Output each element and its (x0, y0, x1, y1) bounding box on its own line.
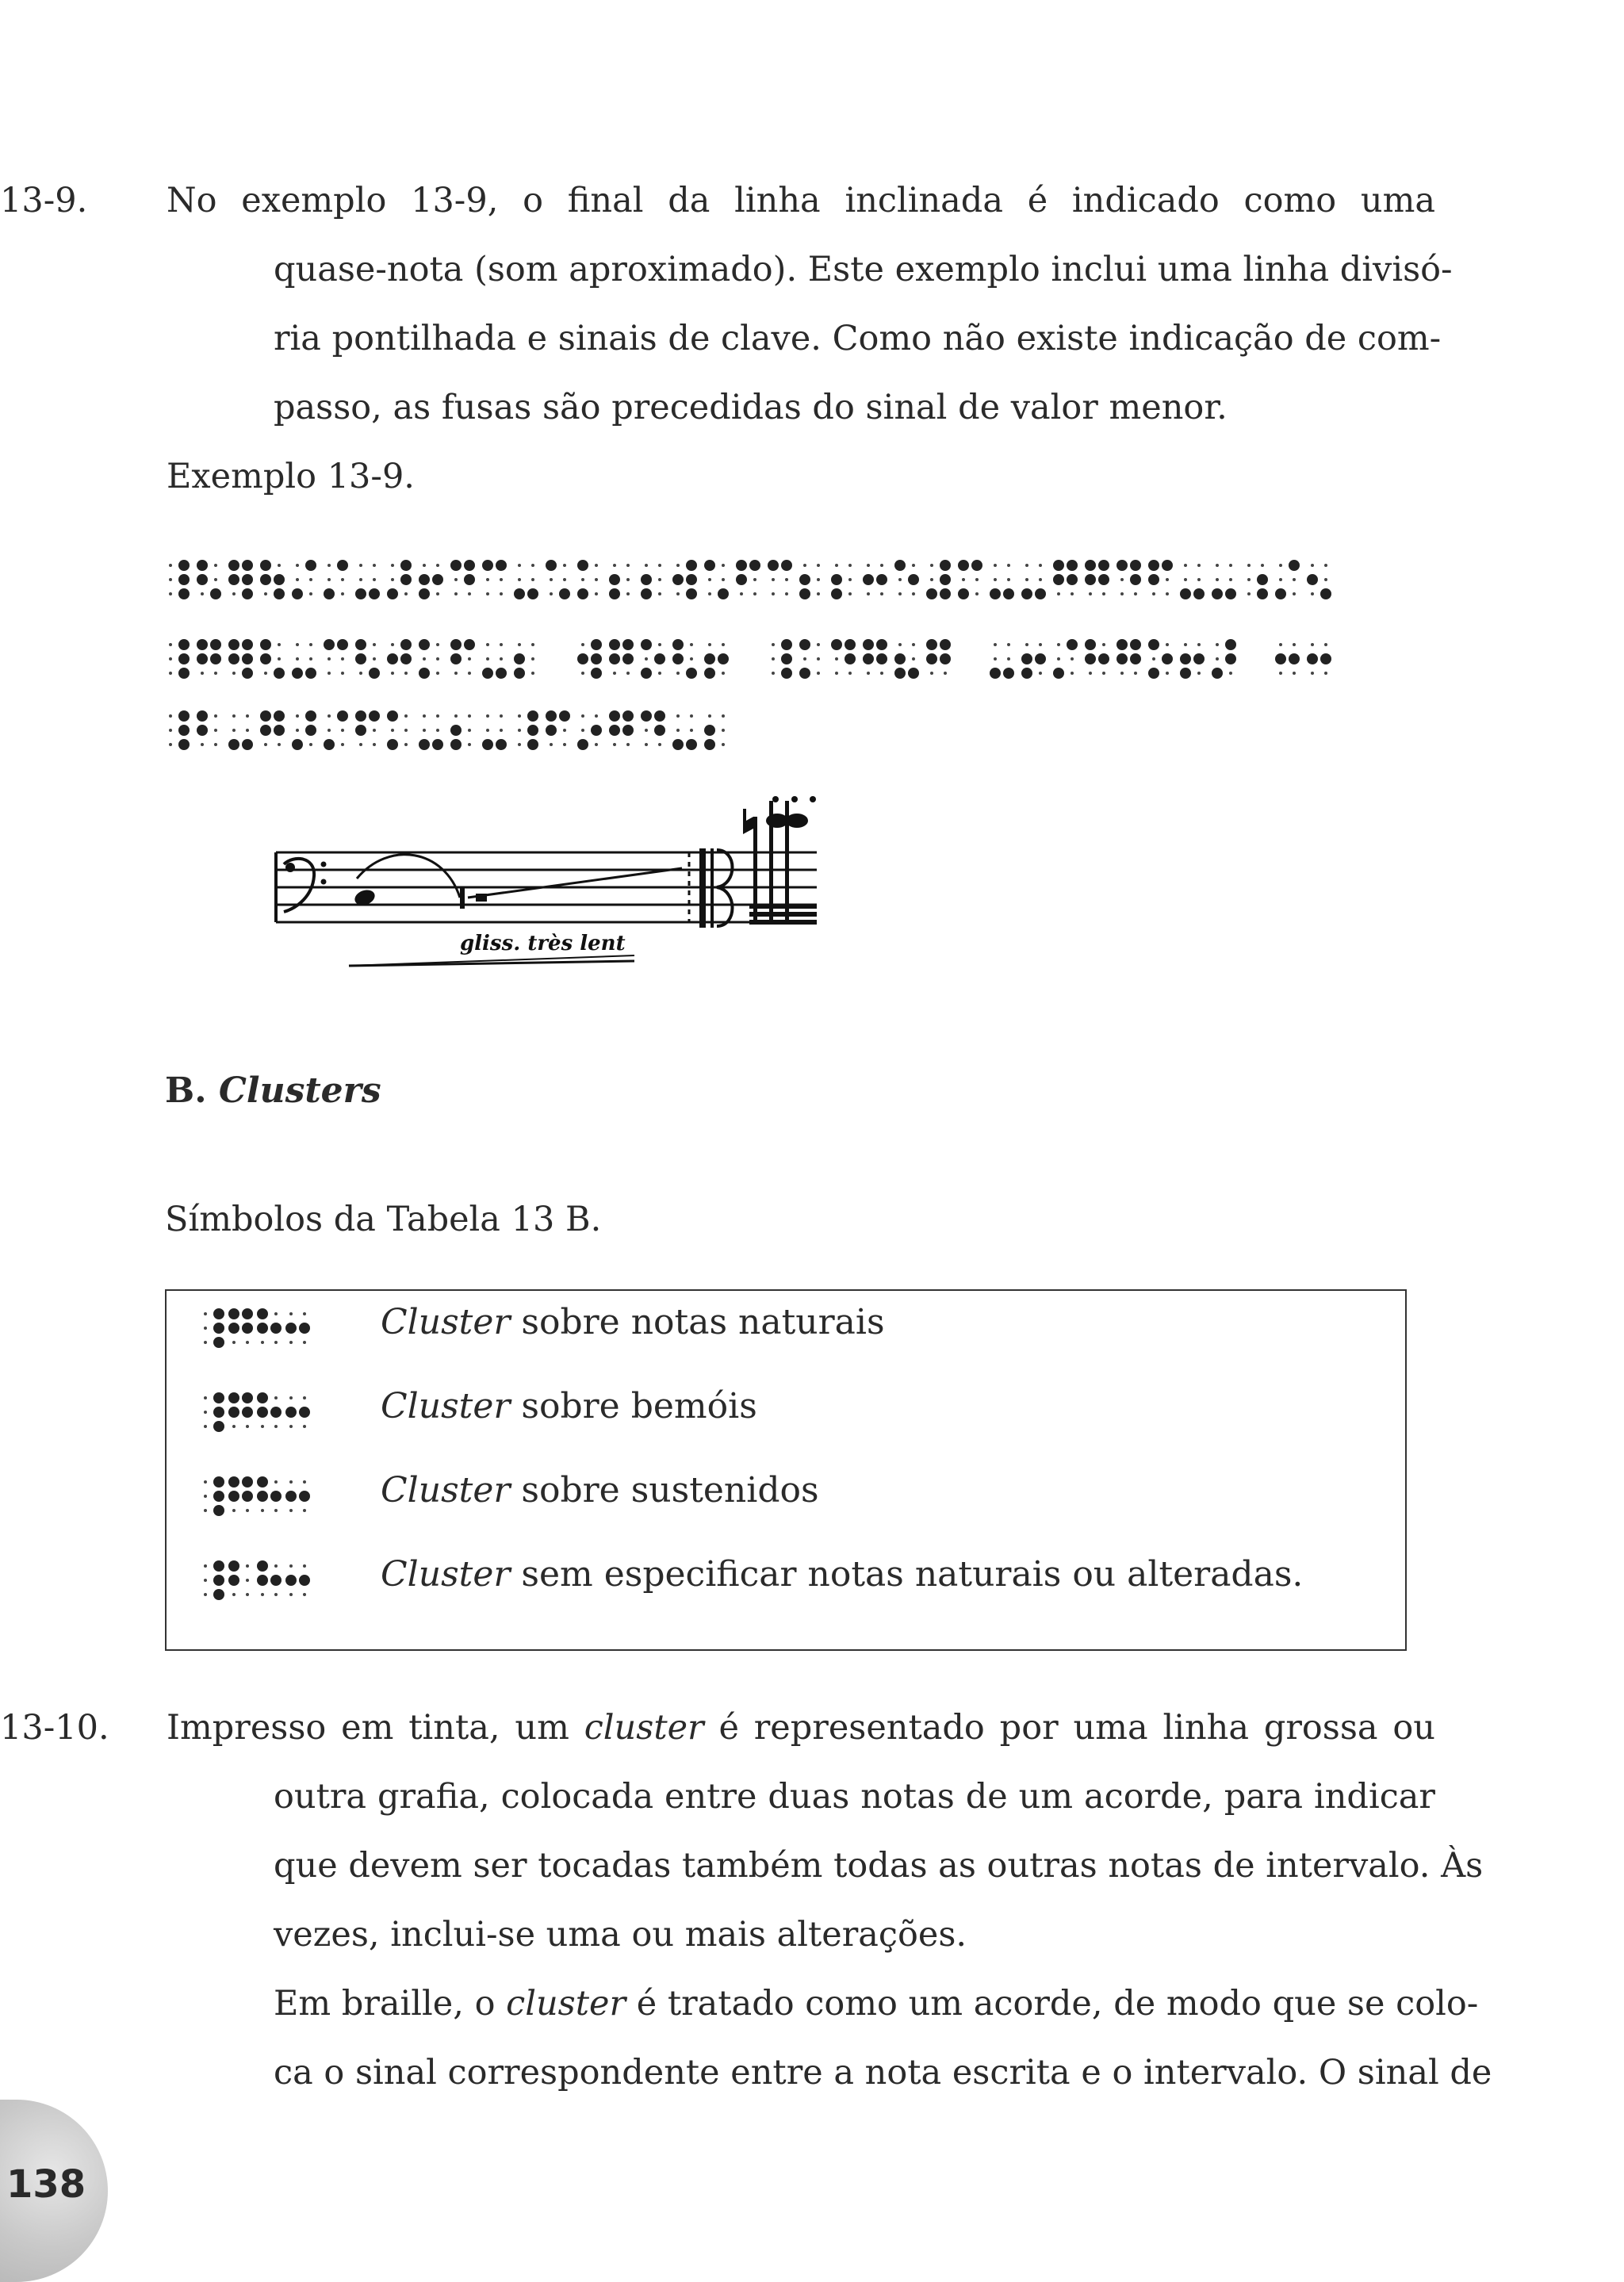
braille-cell (831, 639, 850, 679)
braille-cell (355, 639, 374, 679)
braille-cell (324, 639, 343, 679)
braille-cell (1275, 639, 1294, 679)
braille-cell (324, 560, 343, 599)
term: Cluster (381, 1554, 511, 1595)
braille-cell (200, 1392, 219, 1432)
braille-cell (1212, 560, 1231, 599)
braille-cell (577, 639, 596, 679)
braille-cell (736, 560, 755, 599)
paragraph-13-10 (0, 1694, 1492, 2108)
braille-cell (197, 560, 216, 599)
braille-cell (1053, 560, 1072, 599)
braille-cell (165, 560, 184, 599)
braille-cell (419, 710, 438, 750)
braille-cell (577, 710, 596, 750)
braille-cell (228, 1476, 247, 1516)
term: Cluster (381, 1302, 511, 1342)
braille-cell (260, 639, 279, 679)
braille-cell (482, 560, 501, 599)
braille-cell (257, 1476, 276, 1516)
braille-cell (228, 639, 247, 679)
braille-cell (926, 560, 945, 599)
text-line: outra grafia, colocada entre duas notas de um acorde, para indicar (274, 1777, 1435, 1817)
braille-cell (324, 710, 343, 750)
braille-cell (419, 639, 438, 679)
music-example (262, 785, 833, 975)
braille-cell (387, 639, 406, 679)
braille-cell (672, 639, 691, 679)
braille-symbol (200, 1308, 327, 1356)
braille-cell (387, 560, 406, 599)
table-row (167, 1381, 1405, 1465)
braille-cell (1116, 560, 1136, 599)
braille-cell (641, 710, 660, 750)
braille-cell (292, 710, 311, 750)
table-row (167, 1297, 1405, 1381)
braille-cell (419, 560, 438, 599)
braille-cell (768, 560, 787, 599)
braille-cell (1307, 639, 1326, 679)
braille-cell (577, 560, 596, 599)
braille-cell (482, 639, 501, 679)
braille-cell (1180, 639, 1199, 679)
text-line: quase-nota (som aproximado). Este exemplo inclui uma linha divisó- (274, 250, 1453, 289)
braille-cell (165, 710, 184, 750)
braille-cell (1148, 639, 1167, 679)
braille-line (165, 639, 1434, 695)
braille-symbol (200, 1392, 327, 1440)
braille-cell (609, 639, 628, 679)
braille-cell (641, 560, 660, 599)
braille-cell (1085, 560, 1104, 599)
braille-cell (704, 710, 723, 750)
braille-cell (1180, 560, 1199, 599)
braille-cell (831, 560, 850, 599)
braille-cell (1243, 560, 1262, 599)
paragraph-number: 13-9. (0, 181, 88, 220)
braille-cell (355, 710, 374, 750)
braille-cell (958, 560, 977, 599)
braille-cell (768, 639, 787, 679)
braille-cell (292, 639, 311, 679)
text-line: Impresso em tinta, um cluster é representado por uma linha grossa ou (167, 1708, 1435, 1748)
term: Cluster (381, 1386, 511, 1426)
text-line: vezes, inclui-se uma ou mais alterações. (274, 1915, 967, 1955)
text-line: Em braille, o cluster é tratado como um acorde, de modo que se colo- (274, 1984, 1479, 2024)
braille-cell (450, 639, 469, 679)
braille-cell (285, 1392, 304, 1432)
music-annotation: gliss. très lent (460, 932, 626, 955)
braille-cell (990, 560, 1009, 599)
table-intro: Símbolos da Tabela 13 B. (165, 1200, 602, 1239)
braille-cell (990, 639, 1009, 679)
braille-cell (894, 560, 914, 599)
section-title: Clusters (218, 1070, 381, 1111)
braille-cell (228, 1308, 247, 1348)
page-number: 138 (6, 2162, 86, 2207)
braille-cell (1053, 639, 1072, 679)
braille-cell (257, 1560, 276, 1600)
braille-cell (197, 710, 216, 750)
row-description (381, 1302, 885, 1342)
braille-cell (546, 560, 565, 599)
braille-cell (1021, 639, 1040, 679)
description: sem especificar notas naturais ou alteradas. (510, 1554, 1304, 1595)
braille-cell (285, 1476, 304, 1516)
description: sobre sustenidos (510, 1470, 819, 1510)
table-row (167, 1465, 1405, 1549)
braille-cell (450, 710, 469, 750)
paragraph-number: 13-10. (0, 1708, 109, 1748)
braille-cell (641, 639, 660, 679)
text-line: No exemplo 13-9, o final da linha inclinada é indicado como uma (167, 181, 1435, 220)
description: sobre notas naturais (510, 1302, 885, 1342)
braille-cell (609, 560, 628, 599)
braille-cell (799, 560, 818, 599)
braille-cell (609, 710, 628, 750)
braille-cell (514, 639, 533, 679)
braille-cell (165, 639, 184, 679)
braille-cell (260, 560, 279, 599)
braille-cell (863, 639, 882, 679)
braille-cell (672, 560, 691, 599)
braille-cell (1021, 560, 1040, 599)
paragraph-13-9 (0, 167, 1453, 511)
text-line: passo, as fusas são precedidas do sinal de valor menor. (274, 388, 1228, 427)
term: Cluster (381, 1470, 511, 1510)
braille-cell (228, 560, 247, 599)
braille-cell (260, 710, 279, 750)
braille-cell (200, 1560, 219, 1600)
table-row (167, 1549, 1405, 1633)
braille-cell (514, 560, 533, 599)
description: sobre bemóis (510, 1386, 757, 1426)
braille-cell (257, 1392, 276, 1432)
braille-cell (1212, 639, 1231, 679)
section-heading (165, 1070, 381, 1111)
braille-cell (546, 710, 565, 750)
braille-cell (197, 639, 216, 679)
braille-cell (228, 710, 247, 750)
braille-cell (1275, 560, 1294, 599)
braille-cell (450, 560, 469, 599)
text-line: que devem ser tocadas também todas as outras notas de intervalo. Às (274, 1846, 1484, 1886)
row-description (381, 1386, 757, 1426)
braille-symbol (200, 1560, 327, 1608)
braille-line (165, 710, 1434, 766)
braille-cell (704, 639, 723, 679)
braille-cell (894, 639, 914, 679)
braille-cell (285, 1560, 304, 1600)
braille-cell (482, 710, 501, 750)
braille-cell (1085, 639, 1104, 679)
braille-cell (200, 1308, 219, 1348)
braille-cell (863, 560, 882, 599)
row-description (381, 1554, 1303, 1595)
braille-cell (285, 1308, 304, 1348)
section-letter: B. (165, 1070, 207, 1111)
braille-cell (1148, 560, 1167, 599)
braille-cell (200, 1476, 219, 1516)
braille-cell (1116, 639, 1136, 679)
braille-cell (1307, 560, 1326, 599)
braille-cell (387, 710, 406, 750)
example-label: Exemplo 13-9. (167, 457, 415, 496)
cluster-table (165, 1289, 1407, 1651)
braille-cell (228, 1560, 247, 1600)
braille-line (165, 560, 1434, 615)
braille-cell (704, 560, 723, 599)
braille-cell (257, 1308, 276, 1348)
row-description (381, 1470, 819, 1510)
braille-cell (799, 639, 818, 679)
text-line: ria pontilhada e sinais de clave. Como não existe indicação de com- (274, 319, 1442, 358)
braille-cell (355, 560, 374, 599)
braille-cell (228, 1392, 247, 1432)
braille-cell (514, 710, 533, 750)
text-line: ca o sinal correspondente entre a nota escrita e o intervalo. O sinal de (274, 2053, 1492, 2092)
braille-cell (926, 639, 945, 679)
braille-cell (292, 560, 311, 599)
braille-cell (672, 710, 691, 750)
braille-symbol (200, 1476, 327, 1524)
